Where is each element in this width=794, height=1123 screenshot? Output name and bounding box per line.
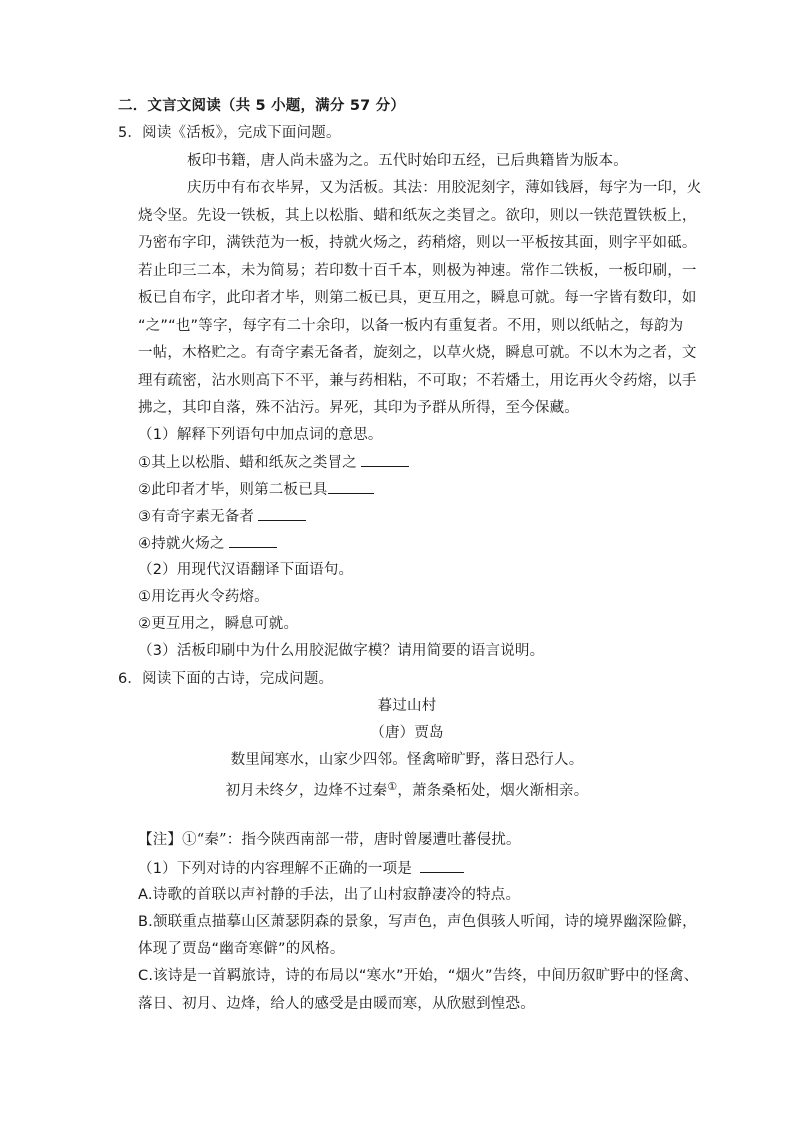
passage-line: “之”“也”等字，每字有二十余印，以备一板内有重复者。不用，则以纸帖之，每韵为	[138, 318, 684, 334]
q5-sub1-item-text: ①其上以松脂、蜡和纸灰之类冒之	[138, 455, 357, 471]
q5-sub2-item: ①用讫再火令药熔。	[138, 589, 269, 605]
passage-line: 烧令坚。先设一铁板，其上以松脂、蜡和纸灰之类冒之。欲印，则以一铁范置铁板上，	[138, 208, 697, 224]
question-6-stem: 6．阅读下面的古诗，完成问题。	[118, 671, 334, 687]
q6-sub1-text: （1）下列对诗的内容理解不正确的一项是	[138, 861, 413, 877]
answer-blank[interactable]	[229, 533, 277, 548]
q5-sub1-item-text: ③有奇字素无备者	[138, 509, 255, 525]
answer-blank[interactable]	[361, 452, 409, 467]
option-a: A.诗歌的首联以声衬静的手法，出了山村寂静凄冷的特点。	[138, 887, 521, 903]
footnote-marker: ①	[387, 780, 398, 793]
q5-sub1: （1）解释下列语句中加点词的意思。	[138, 427, 383, 443]
passage-line: 若止印三二本，未为简易；若印数十百千本，则极为神速。常作二铁板，一板印刷，一	[138, 263, 697, 279]
poem-author: （唐）贾岛	[370, 725, 444, 741]
passage-line: 板印书籍，唐人尚未盛为之。五代时始印五经，已后典籍皆为版本。	[187, 153, 628, 169]
option-c-continued: 落日、初月、边烽，给人的感受是由暖而寒，从欣慰到惶恐。	[138, 996, 535, 1012]
passage-line: 理有疏密，沾水则高下不平，兼与药相粘，不可取；不若燔土，用讫再火令药熔，以手	[138, 373, 697, 389]
q5-sub1-item	[138, 506, 306, 527]
passage-line: 乃密布字印，满铁范为一板，持就火炀之，药稍熔，则以一平板按其面，则字平如砥。	[138, 235, 697, 251]
q6-sub1	[138, 858, 464, 879]
poem-title: 暮过山村	[377, 698, 437, 714]
option-b-continued: 体现了贾岛“幽奇寒僻”的风格。	[138, 941, 345, 957]
q5-sub1-item	[138, 479, 374, 500]
q5-sub1-item-text: ④持就火炀之	[138, 536, 225, 552]
poem-line-part: ，萧条桑柘处，烟火渐相亲。	[397, 783, 589, 799]
q5-sub1-item	[138, 533, 277, 554]
poem-line-part: 初月未终夕，边烽不过秦	[225, 783, 388, 799]
section-title: 二．文言文阅读（共 5 小题，满分 57 分）	[118, 98, 406, 114]
answer-blank[interactable]	[258, 506, 306, 521]
answer-blank[interactable]	[328, 479, 374, 494]
poem-line: 数里闻寒水，山家少四邻。怪禽啼旷野，落日恐行人。	[230, 752, 584, 768]
question-5-stem: 5．阅读《活板》，完成下面问题。	[118, 125, 341, 141]
poem-note: 【注】①“秦”：指今陕西南部一带，唐时曾屡遭吐蕃侵扰。	[138, 832, 521, 848]
q5-sub1-item-text: ②此印者才毕，则第二板已具	[138, 482, 328, 498]
poem-line	[10, 777, 794, 801]
answer-blank[interactable]	[420, 858, 464, 873]
passage-line: 拂之，其印自落，殊不沾污。昇死，其印为予群从所得，至今保藏。	[138, 400, 579, 416]
passage-line: 庆历中有布衣毕昇，又为活板。其法：用胶泥刻字，薄如钱唇，每字为一印，火	[187, 180, 702, 196]
q5-sub3: （3）活板印刷中为什么用胶泥做字模？请用简要的语言说明。	[138, 643, 545, 659]
q5-sub2-item: ②更互用之，瞬息可就。	[138, 616, 299, 632]
q5-sub1-item	[138, 452, 409, 473]
q5-sub2: （2）用现代汉语翻译下面语句。	[138, 562, 354, 578]
option-b: B.颔联重点描摹山区萧瑟阴森的景象，写声色，声色俱骇人听闻，诗的境界幽深险僻，	[138, 914, 697, 930]
passage-line: 一帖，木格贮之。有奇字素无备者，旋刻之，以草火烧，瞬息可就。不以木为之者，文	[138, 345, 697, 361]
option-c: C.该诗是一首羁旅诗，诗的布局以“寒水”开始，“烟火”告终，中间历叙旷野中的怪禽、	[138, 968, 699, 984]
passage-line: 板已自布字，此印者才毕，则第二板已具，更互用之，瞬息可就。每一字皆有数印，如	[138, 290, 697, 306]
